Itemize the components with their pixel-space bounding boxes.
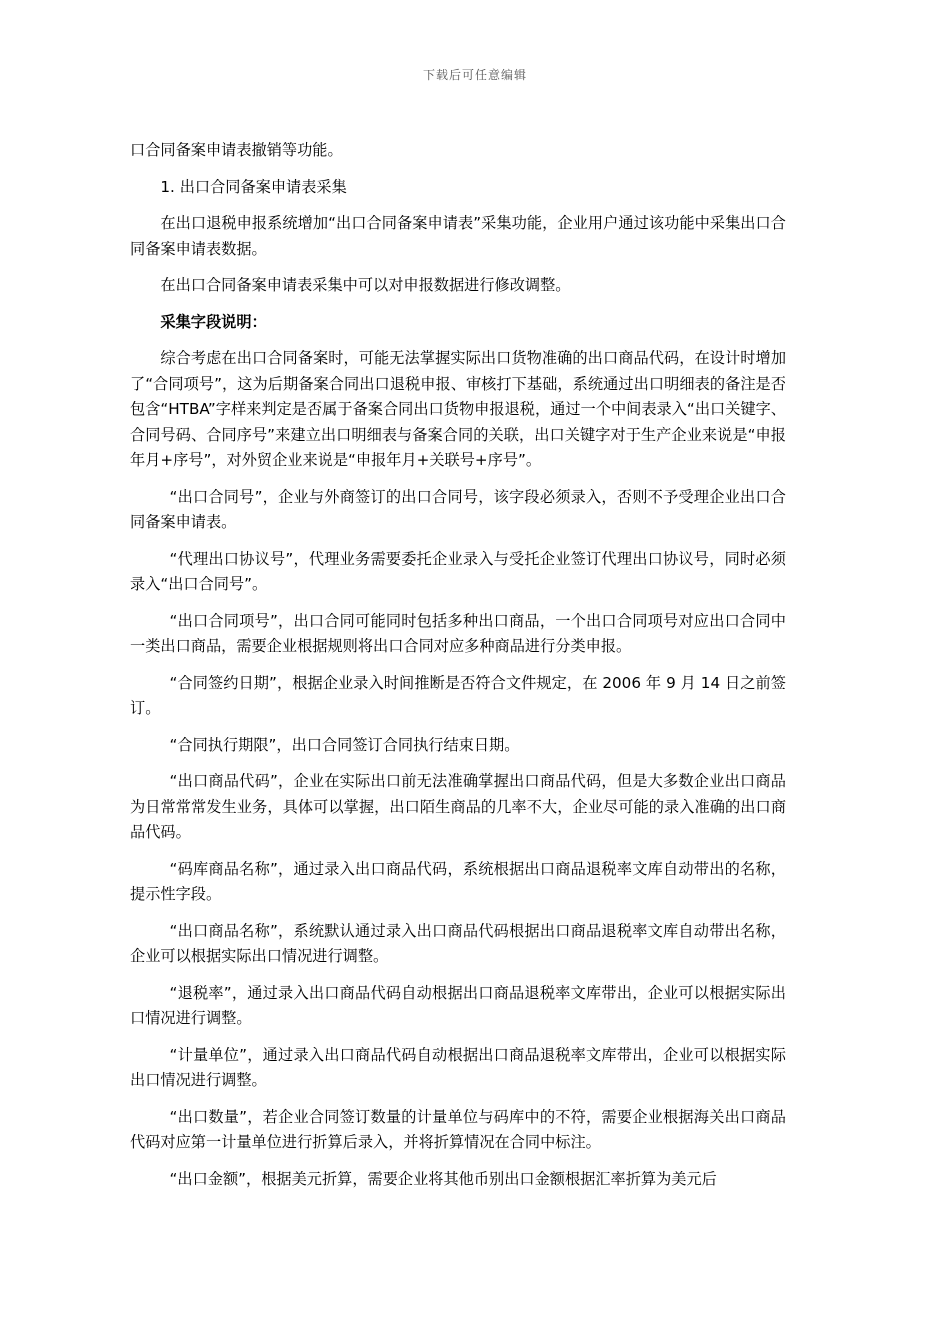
section-heading: 1. 出口合同备案申请表采集 [160,177,347,196]
field-description: “出口金额”，根据美元折算，需要企业将其他币别出口金额根据汇率折算为美元后 [169,1169,717,1188]
field-description: “出口商品名称”，系统默认通过录入出口商品代码根据出口商品退税率文库自动带出名称，企业可以根据实际出口情况进行调整。 [130,921,786,965]
paragraph: 综合考虑在出口合同备案时，可能无法掌握实际出口货物准确的出口商品代码，在设计时增加了“合同项号”，这为后期备案合同出口退税申报、审核打下基础，系统通过出口明细表的备注是否包含“HTBA”字样来判定是否属于备案合同出口货物申报退税，通过一个中间表录入“出口关键字、合同号码、合同序号”来建立出口明细表与备案合同的关联，出口关键字对于生产企业来说是“申报年月+序号”，对外贸企业来说是“申报年月+关联号+序号”。 [130,349,786,469]
paragraph: 在出口合同备案申请表采集中可以对申报数据进行修改调整。 [160,276,571,294]
subheading-bold: 采集字段说明： [160,312,267,331]
paragraph: 口合同备案申请表撤销等功能。 [130,141,343,159]
paragraph: 在出口退税申报系统增加“出口合同备案申请表”采集功能，企业用户通过该功能中采集出口合同备案申请表数据。 [130,214,786,258]
field-description: “码库商品名称”，通过录入出口商品代码，系统根据出口商品退税率文库自动带出的名称，提示性字段。 [130,859,786,903]
field-description: “合同签约日期”，根据企业录入时间推断是否符合文件规定，在 2006 年 9 月 14 日之前签订。 [130,673,786,717]
field-description: “退税率”，通过录入出口商品代码自动根据出口商品退税率文库带出，企业可以根据实际出口情况进行调整。 [130,983,786,1027]
field-description: “合同执行期限”，出口合同签订合同执行结束日期。 [169,735,520,754]
page-header: 下载后可任意编辑 [422,68,527,82]
field-description: “出口商品代码”，企业在实际出口前无法准确掌握出口商品代码，但是大多数企业出口商品为日常常常发生业务，具体可以掌握，出口陌生商品的几率不大，企业尽可能的录入准确的出口商品代码。 [130,772,786,841]
field-description: “出口合同号”，企业与外商签订的出口合同号，该字段必须录入，否则不予受理企业出口合同备案申请表。 [130,487,786,531]
field-description: “出口数量”，若企业合同签订数量的计量单位与码库中的不符，需要企业根据海关出口商品代码对应第一计量单位进行折算后录入，并将折算情况在合同中标注。 [130,1107,786,1151]
field-description: “计量单位”，通过录入出口商品代码自动根据出口商品退税率文库带出，企业可以根据实际出口情况进行调整。 [130,1045,786,1089]
field-description: “出口合同项号”，出口合同可能同时包括多种出口商品，一个出口合同项号对应出口合同中一类出口商品，需要企业根据规则将出口合同对应多种商品进行分类申报。 [130,611,786,655]
field-description: “代理出口协议号”，代理业务需要委托企业录入与受托企业签订代理出口协议号，同时必须录入“出口合同号”。 [130,549,786,593]
document-body [130,138,786,1203]
